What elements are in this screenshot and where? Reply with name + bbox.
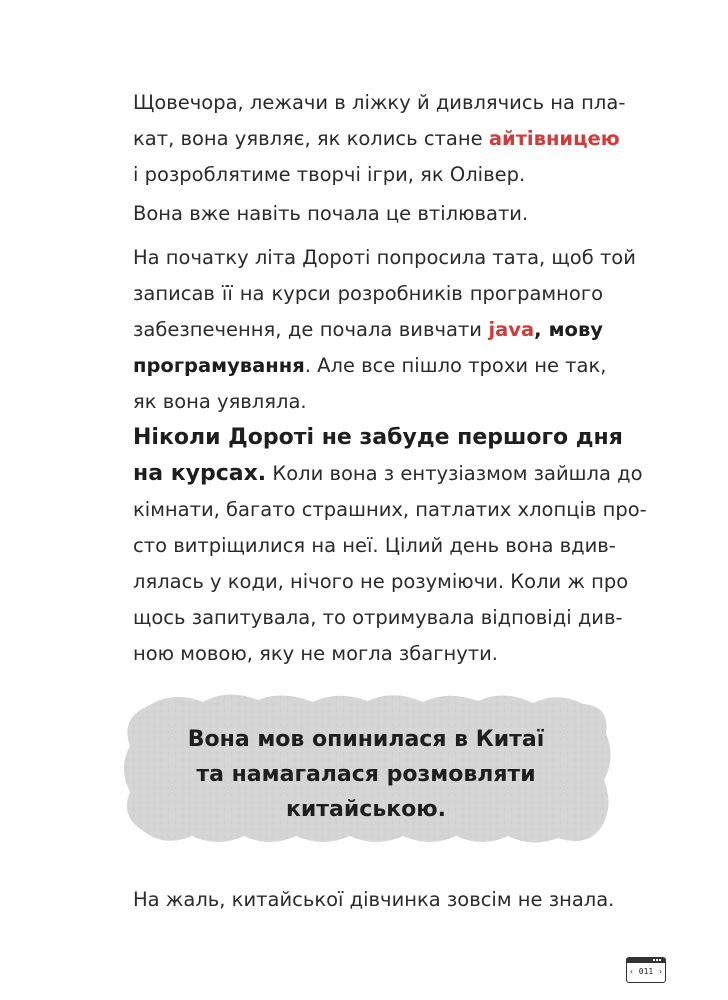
highlight-java: java [488, 318, 535, 341]
paragraph-started [133, 196, 603, 232]
text-line: лялась у коди, нічого не розуміючи. Коли ж про [133, 570, 629, 593]
page-number: ‹ 011 › [629, 967, 663, 976]
paragraph-dream [133, 85, 626, 193]
callout-cloud [118, 688, 614, 848]
text-line: ною мовою, яку не могла збагнути. [133, 642, 498, 665]
text-line [133, 456, 643, 492]
text-line: Вона вже навіть почала це втілювати. [133, 202, 529, 225]
callout-line: та намагалася розмовляти [196, 762, 536, 787]
text-line: Щовечора, лежачи в ліжку й дивлячись на пла- [133, 91, 626, 114]
text-line [133, 348, 607, 384]
text-line [133, 121, 620, 157]
paragraph-chinese [133, 882, 615, 918]
paragraph-first-day [133, 420, 647, 672]
text-line: як вона уявляла. [133, 390, 307, 413]
text-segment: забезпечення, де почала вивчати [133, 318, 489, 341]
text-segment: кат, вона уявляє, як колись стане [133, 127, 489, 150]
text-line: На початку літа Дороті попросила тата, щоб той [133, 246, 636, 269]
bold-segment: , мову [534, 318, 603, 341]
callout-text [118, 722, 614, 827]
text-line: На жаль, китайської дівчинка зовсім не знала. [133, 888, 615, 911]
text-line: і розроблятиме творчі ігри, як Олівер. [133, 163, 526, 186]
text-line: сто витріщилися на неї. Цілий день вона вдив- [133, 534, 616, 557]
lead-heading-end: на курсах. [133, 461, 267, 486]
callout-line: Вона мов опинилася в Китаї [187, 727, 545, 752]
highlight-it-girl: айтівницею [488, 127, 620, 150]
text-line: записав її на курси розробників програмного [133, 282, 603, 305]
text-segment: Коли вона з ентузіазмом зайшла до [266, 462, 643, 485]
window-dots-icon [652, 959, 662, 962]
text-line: щось запитувала, то отримувала відповіді див- [133, 606, 623, 629]
bold-segment: програмування [133, 354, 305, 377]
text-line: кімнати, багато страшних, патлатих хлопців про- [133, 498, 647, 521]
text-line [133, 312, 603, 348]
callout-line: китайською. [285, 797, 447, 822]
page-number-badge [626, 957, 666, 983]
text-segment: . Але все пішло трохи не так, [304, 354, 607, 377]
lead-heading: Ніколи Дороті не забуде першого дня [133, 425, 623, 450]
paragraph-courses [133, 240, 636, 420]
